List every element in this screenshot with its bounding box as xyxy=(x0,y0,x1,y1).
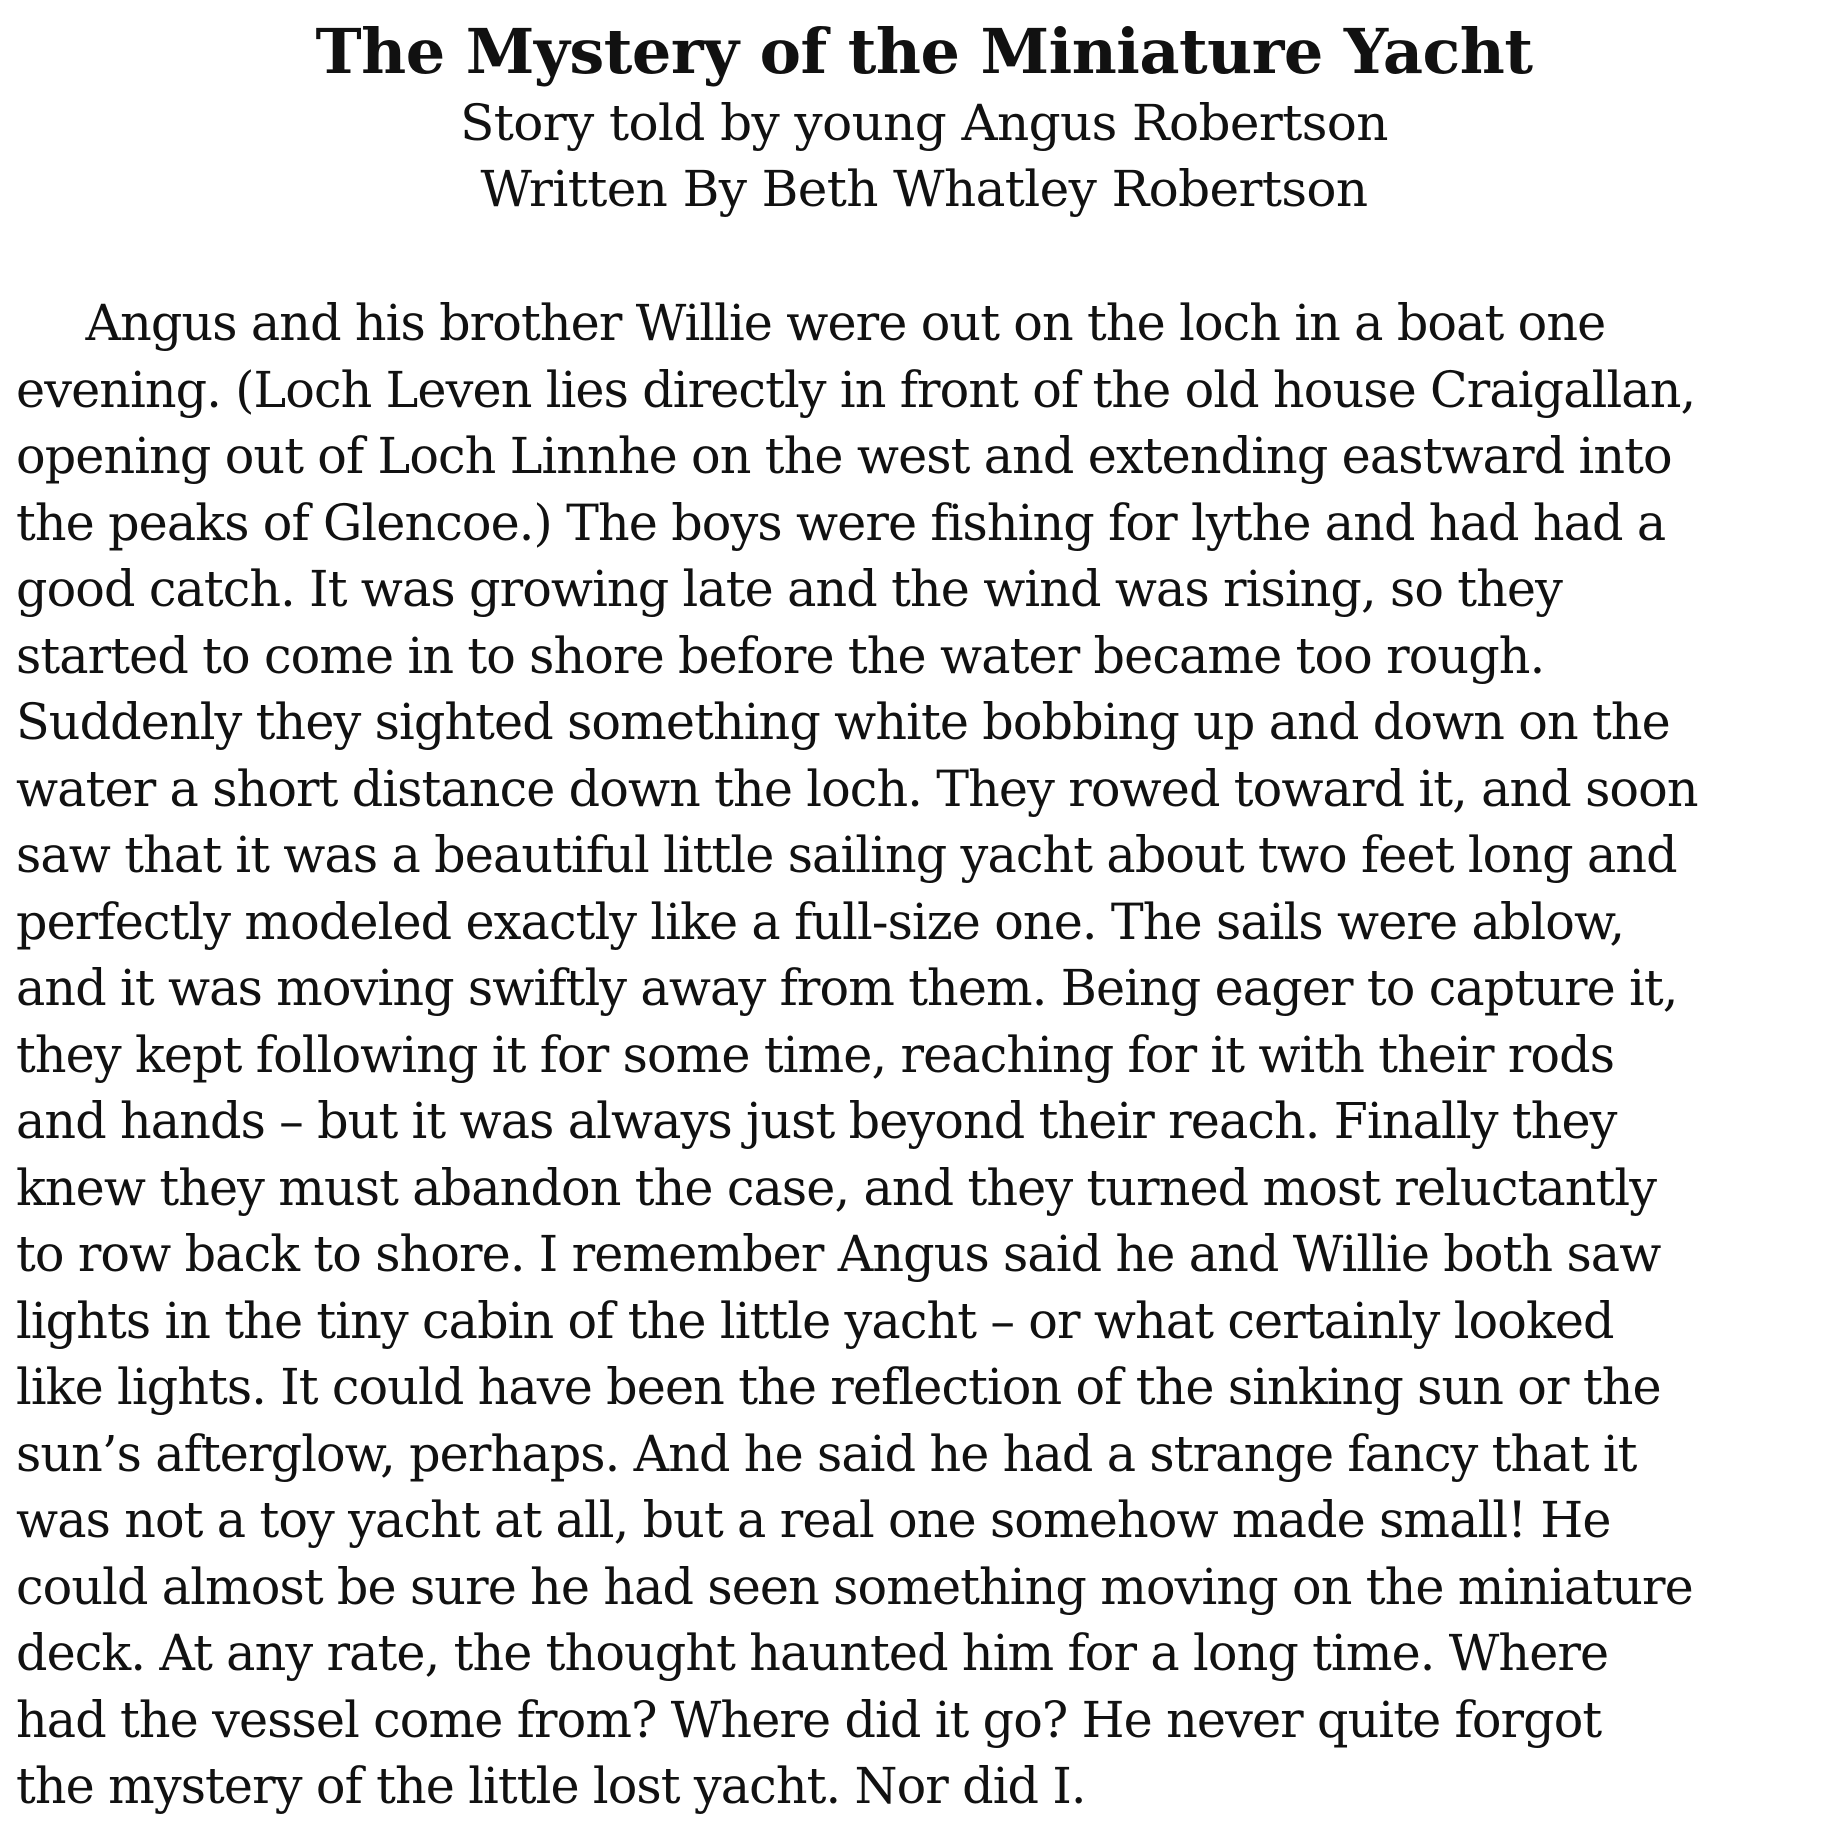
story-line: saw that it was a beautiful little sailing yacht about two feet long and xyxy=(16,826,1677,884)
story-line: lights in the tiny cabin of the little yacht – or what certainly looked xyxy=(16,1291,1614,1350)
story-line: water a short distance down the loch. They rowed toward it, and soon xyxy=(16,759,1698,818)
story-line: evening. (Loch Leven lies directly in front of the old house Craigallan, xyxy=(16,360,1696,419)
story-line: knew they must abandon the case, and they turned most reluctantly xyxy=(16,1158,1657,1217)
story-teller-credit: Story told by young Angus Robertson xyxy=(460,94,1388,152)
story-line: had the vessel come from? Where did it go? He never quite forgot xyxy=(16,1690,1602,1749)
story-line: to row back to shore. I remember Angus said he and Willie both saw xyxy=(16,1225,1661,1283)
story-line: Angus and his brother Willie were out on the loch in a boat one xyxy=(85,294,1606,352)
story-title: The Mystery of the Miniature Yacht xyxy=(315,15,1533,88)
story-line: and hands – but it was always just beyond their reach. Finally they xyxy=(16,1092,1617,1150)
story-line: the mystery of the little lost yacht. Nor did I. xyxy=(16,1757,1086,1815)
story-line: and it was moving swiftly away from them. Being eager to capture it, xyxy=(16,959,1678,1017)
story-line: like lights. It could have been the reflection of the sinking sun or the xyxy=(16,1358,1661,1416)
story-line: opening out of Loch Linnhe on the west and extending eastward into xyxy=(16,427,1672,485)
story-line: started to come in to shore before the water became too rough. xyxy=(16,626,1545,685)
story-line: was not a toy yacht at all, but a real one somehow made small! He xyxy=(16,1491,1611,1549)
story-body xyxy=(16,290,1848,1820)
author-credit: Written By Beth Whatley Robertson xyxy=(480,160,1368,218)
story-line: could almost be sure he had seen something moving on the miniature xyxy=(16,1557,1693,1616)
story-line: sun’s afterglow, perhaps. And he said he had a strange fancy that it xyxy=(16,1424,1637,1483)
story-line: perfectly modeled exactly like a full-size one. The sails were ablow, xyxy=(16,892,1625,951)
story-line: deck. At any rate, the thought haunted him for a long time. Where xyxy=(16,1624,1609,1682)
story-line: Suddenly they sighted something white bobbing up and down on the xyxy=(16,693,1670,751)
story-line: they kept following it for some time, reaching for it with their rods xyxy=(16,1025,1615,1084)
story-line: good catch. It was growing late and the wind was rising, so they xyxy=(16,560,1563,618)
story-line: the peaks of Glencoe.) The boys were fishing for lythe and had had a xyxy=(16,493,1666,552)
